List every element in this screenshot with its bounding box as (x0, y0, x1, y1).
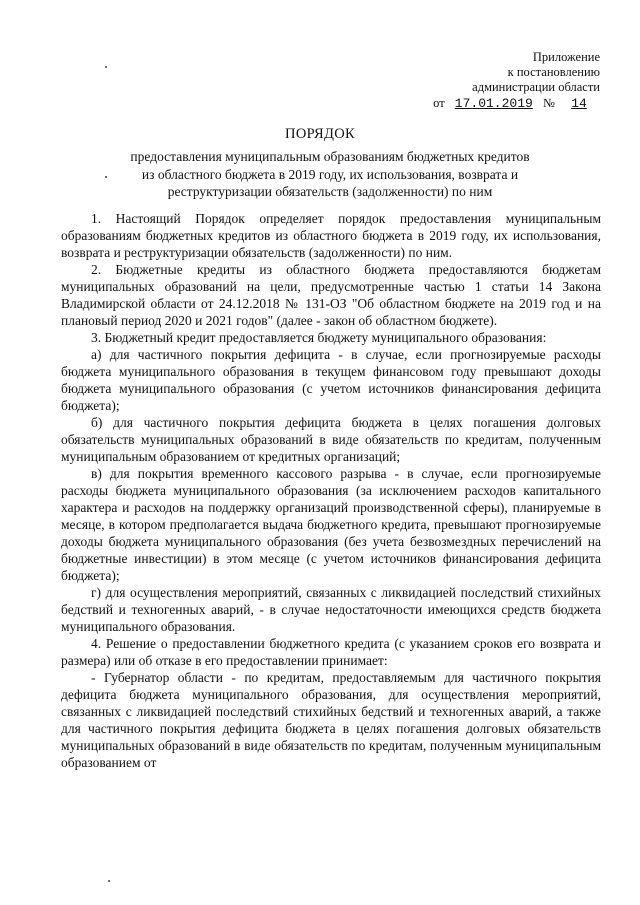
paragraph-3: 3. Бюджетный кредит предоставляется бюджету муниципального образования: (91, 330, 547, 345)
paragraph-4: 4. Решение о предоставлении бюджетного кредита (с указанием сроков его возврата и размера) или об отказе в его предоставлении принимает: (61, 636, 601, 668)
subtitle-line: предоставления муниципальным образованиям бюджетных кредитов (130, 149, 530, 164)
number-prefix: № (542, 96, 555, 110)
appendix-resolution: к постановлению (507, 65, 600, 79)
scan-speck (108, 880, 110, 882)
paragraph-1: 1. Настоящий Порядок определяет порядок предоставления муниципальным образованиям бюджетных кредитов из областного бюджета в 2019 году, их использования, возврата и реструктуризации обязательств (задолженности) по ним. (61, 211, 601, 260)
paragraph-2: 2. Бюджетные кредиты из областного бюджета предоставляются бюджетам муниципальных образований на цели, предусмотренные частью 1 статьи 14 Закона Владимирской области от 24.12.2018 № 131-ОЗ "Об областном бюджете на 2019 год и на плановый период 2020 и 2021 годов" (далее - закон об областном бюджете). (61, 262, 601, 328)
scan-speck (105, 176, 107, 178)
subtitle-line: из областного бюджета в 2019 году, их использования, возврата и (141, 166, 519, 182)
scan-speck (105, 66, 107, 68)
resolution-date: 17.01.2019 (454, 96, 533, 111)
resolution-number: 14 (571, 96, 587, 111)
paragraph-3v: в) для покрытия временного кассового разрыва - в случае, если прогнозируемые расходы бюджета муниципального образования (за исключением расходов капитального характера и расходов на поддержку организаций производственной сферы), планируемые в месяце, в котором предполагается выдача бюджетного кредита, превышают прогнозируемые доходы бюджета муниципального образования (без учета безвозмездных перечислений на бюджетные инвестиции) в этом месяце (с учетом источников финансирования дефицита бюджета); (61, 466, 601, 583)
document-body (61, 210, 601, 771)
document-title: ПОРЯДОК (285, 126, 355, 142)
document-subtitle (80, 148, 580, 201)
appendix-date-line (433, 96, 600, 111)
paragraph-3a: а) для частичного покрытия дефицита - в случае, если прогнозируемые расходы бюджета муниципального образования в текущем финансовом году превышают доходы бюджета муниципального образования (с учетом источников финансирования дефицита бюджета); (61, 347, 601, 413)
appendix-authority: администрации области (472, 80, 600, 94)
appendix-block (433, 50, 600, 111)
appendix-label: Приложение (532, 50, 600, 64)
date-prefix: от (433, 96, 445, 110)
paragraph-3g: г) для осуществления мероприятий, связанных с ликвидацией последствий стихийных бедствий и техногенных аварий, - в случае недостаточности имеющихся средств бюджета муниципального образования. (61, 585, 601, 634)
subtitle-line: реструктуризации обязательств (задолженности) по ним (167, 184, 493, 199)
paragraph-4-governor: - Губернатор области - по кредитам, предоставляемым для частичного покрытия дефицита бюджета муниципального образования, для осуществления мероприятий, связанных с ликвидацией последствий стихийных бедствий и техногенных аварий, а также для частичного покрытия дефицита бюджета в целях погашения долговых обязательств муниципальных образований в виде обязательств по кредитам, полученным муниципальным образованием от (61, 670, 601, 770)
paragraph-3b: б) для частичного покрытия дефицита бюджета в целях погашения долговых обязательств муниципальных образований в виде обязательств по кредитам, полученным муниципальным образованием от кредитных организаций; (61, 415, 601, 464)
